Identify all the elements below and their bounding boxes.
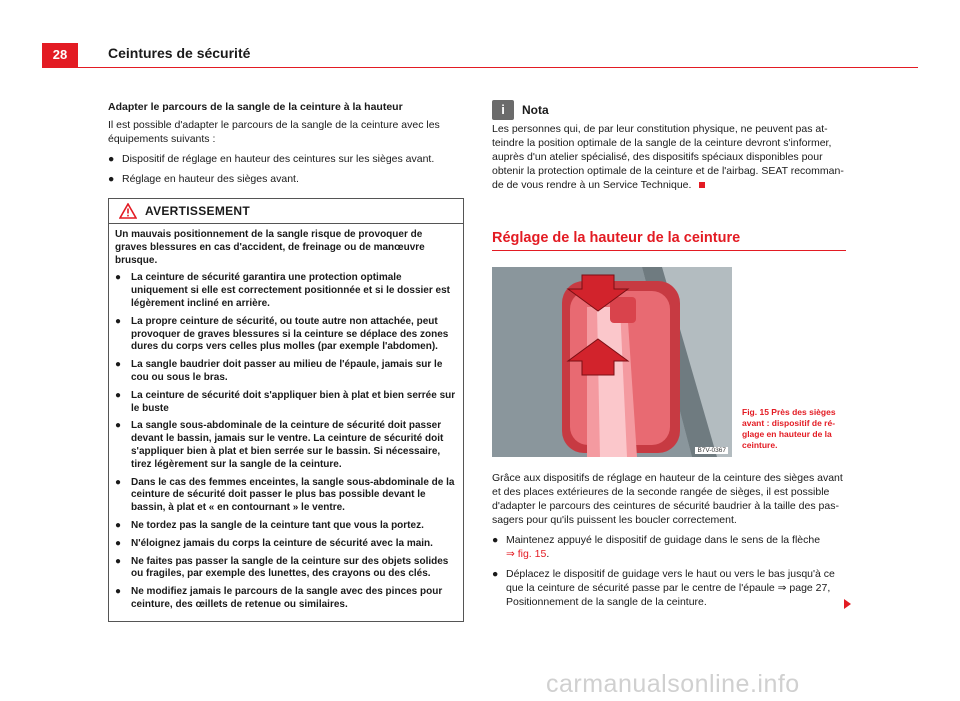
section-title: Réglage de la hauteur de la ceinture	[492, 230, 846, 251]
right-column	[492, 100, 848, 615]
warning-triangle-icon	[119, 203, 137, 219]
warning-item: ● La sangle sous-abdominale de la ceinture de sécurité doit passer devant le bassin, jamais sur le ventre. La ceinture de sécurité doit s'appliquer bien à plat et bien serrée sur le bassin. Si nécessaire, tirez légèrement sur la sangle de la ceinture.	[115, 420, 444, 470]
header-rule	[42, 67, 918, 68]
page-number: 28	[42, 43, 78, 67]
note-title: Nota	[522, 103, 549, 117]
page-title: Ceintures de sécurité	[108, 45, 251, 61]
list-item: ● Réglage en hauteur des sièges avant.	[108, 173, 299, 185]
warning-item: ● La ceinture de sécurité doit s'appliquer bien à plat et bien serrée sur le buste	[115, 389, 456, 414]
left-column	[108, 100, 464, 622]
figure	[492, 267, 848, 457]
figure-image	[492, 267, 732, 457]
warning-item: ● Dans le cas des femmes enceintes, la sangle sous-abdominale de la ceinture de sécurité doit passer le plus bas possible devant le bassin, à plat et « en contournant » le ventre.	[115, 476, 455, 514]
body-paragraph: Grâce aux dispositifs de réglage en hauteur de la ceinture des sièges avant et des places extérieures de la seconde rangée de sièges, il est possible d'adapter le parcours des ceintures de sécurité baudrier à la taille des passagers pour qu'ils puissent les boucler correctement.	[492, 472, 843, 526]
warning-title: AVERTISSEMENT	[145, 204, 251, 218]
warning-item: ● N'éloignez jamais du corps la ceinture de sécurité avec la main.	[115, 537, 433, 549]
warning-header	[109, 199, 463, 224]
end-of-section-marker	[699, 182, 705, 188]
figure-code: B7V-0367	[697, 447, 726, 454]
warning-item: ● Ne faites pas passer la sangle de la ceinture sur des objets solides ou fragiles, par exemple des lunettes, des crayons ou des clés.	[115, 555, 449, 580]
warning-intro: Un mauvais positionnement de la sangle risque de provoquer de graves blessures en cas d'accident, de freinage ou de manœuvre brusque.	[115, 229, 425, 266]
step-item: ● Déplacez le dispositif de guidage vers le haut ou vers le bas jusqu'à ce que la ceinture de sécurité passe par le centre de l'épaule ⇒ page 27, Positionnement de la sangle de la ceinture.	[492, 568, 835, 608]
continue-arrow-icon	[838, 595, 851, 613]
figure-caption: Fig. 15 Près des sièges avant : dispositif de réglage en hauteur de la ceinture.	[742, 407, 836, 450]
belt-adjuster-illustration	[492, 267, 732, 457]
intro-text: Il est possible d'adapter le parcours de la sangle de la ceinture avec les équipements suivants :	[108, 119, 440, 145]
warning-box	[108, 198, 464, 622]
watermark: carmanualsonline.info	[546, 670, 800, 698]
list-item: ● Dispositif de réglage en hauteur des ceintures sur les sièges avant.	[108, 153, 435, 165]
warning-item: ● La sangle baudrier doit passer au milieu de l'épaule, jamais sur le cou ou sous le bras.	[115, 359, 443, 383]
note-header	[492, 100, 848, 120]
section-heading: Adapter le parcours de la sangle de la ceinture à la hauteur	[108, 101, 403, 113]
note-text: Les personnes qui, de par leur constitution physique, ne peuvent pas atteindre la position optimale de la sangle de la ceinture devront s'informer, auprès d'un atelier spécialisé, des dispositifs spéciaux disponibles pour obtenir la protection optimale de la ceinture et de l'airbag. SEAT recommande de vous rendre à un Service Technique.	[492, 123, 844, 191]
warning-item: ● Ne modifiez jamais le parcours de la sangle avec des pinces pour ceinture, des œillets de retenue ou similaires.	[115, 586, 443, 610]
warning-item: ● La propre ceinture de sécurité, ou toute autre non attachée, peut provoquer de graves blessures si la ceinture se déplace des zones dures du corps vers celles plus molles (par exemple l'abdomen).	[115, 315, 449, 353]
figure-link[interactable]: ⇒ fig. 15	[506, 548, 547, 560]
info-icon: i	[492, 100, 514, 120]
warning-item: ● Ne tordez pas la sangle de la ceinture tant que vous la portez.	[115, 519, 424, 531]
warning-item: ● La ceinture de sécurité garantira une protection optimale uniquement si elle est correctement positionnée et si le dossier est légèrement incliné en arrière.	[115, 272, 450, 309]
step-item: ● Maintenez appuyé le dispositif de guidage dans le sens de la flèche ⇒ fig. 15.	[492, 534, 821, 560]
